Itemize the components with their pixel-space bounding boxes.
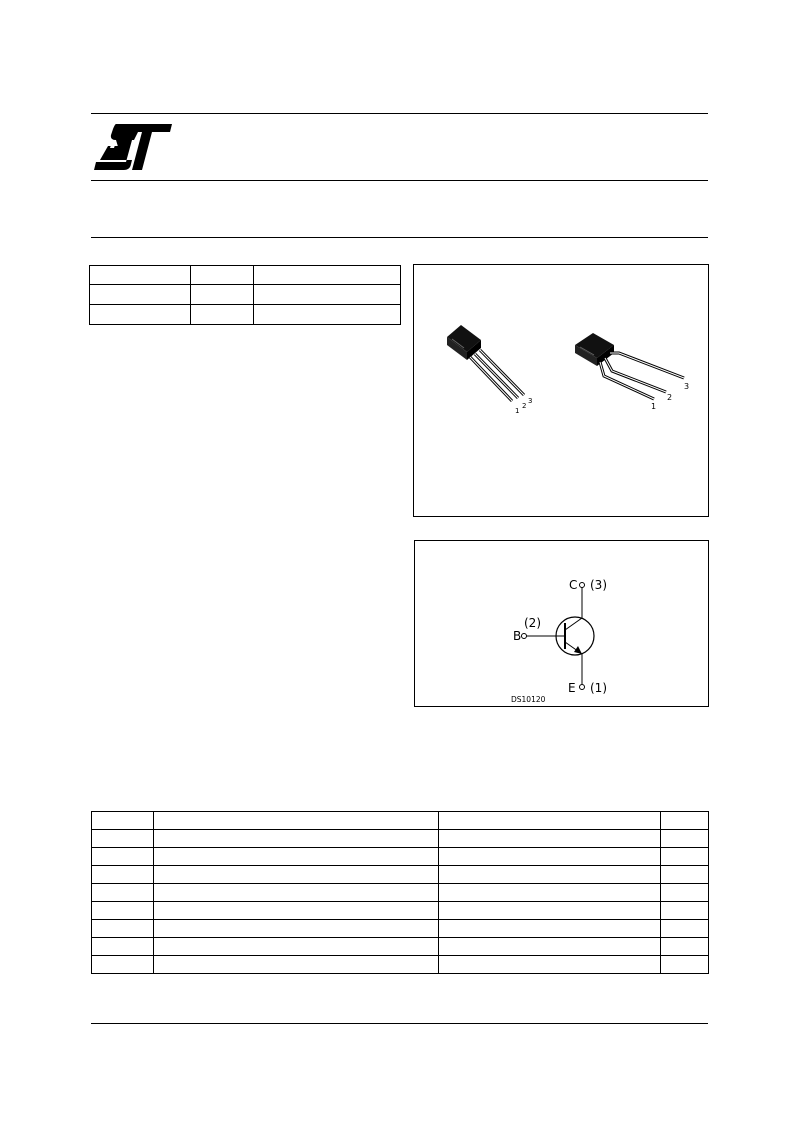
collector-pin-label: (3) bbox=[590, 578, 607, 592]
table-cell bbox=[92, 812, 154, 830]
header-top-rule bbox=[91, 113, 708, 114]
table-cell bbox=[254, 266, 401, 285]
header-bottom-rule bbox=[91, 180, 708, 181]
table-cell bbox=[92, 848, 154, 866]
table-cell bbox=[92, 884, 154, 902]
pin-label: 1 bbox=[515, 407, 520, 415]
to92-straight-leads-icon bbox=[447, 325, 524, 401]
table-cell bbox=[661, 812, 709, 830]
table-cell bbox=[661, 956, 709, 974]
ratings-table bbox=[91, 811, 709, 974]
collector-label: C bbox=[569, 578, 578, 592]
st-logo bbox=[94, 122, 176, 172]
table-cell bbox=[90, 285, 191, 305]
table-cell bbox=[439, 848, 661, 866]
table-cell bbox=[154, 884, 439, 902]
table-cell bbox=[439, 902, 661, 920]
to92-package-illustration bbox=[414, 265, 708, 516]
table-row bbox=[92, 812, 709, 830]
table-row bbox=[92, 848, 709, 866]
table-cell bbox=[154, 902, 439, 920]
to92-bent-leads-icon bbox=[575, 333, 684, 399]
ordering-table bbox=[89, 265, 401, 325]
table-cell bbox=[191, 305, 254, 325]
table-cell bbox=[191, 285, 254, 305]
table-cell bbox=[92, 830, 154, 848]
table-cell bbox=[439, 938, 661, 956]
table-row bbox=[92, 938, 709, 956]
table-cell bbox=[661, 848, 709, 866]
table-cell bbox=[154, 866, 439, 884]
base-pin-label: (2) bbox=[524, 616, 541, 630]
pin-label: 3 bbox=[684, 382, 690, 391]
table-cell bbox=[439, 866, 661, 884]
table-cell bbox=[154, 938, 439, 956]
package-figure bbox=[413, 264, 709, 517]
pin-label: 3 bbox=[528, 397, 533, 405]
pin-label: 2 bbox=[667, 393, 673, 402]
table-cell bbox=[92, 920, 154, 938]
table-cell bbox=[661, 938, 709, 956]
st-logo-icon bbox=[94, 122, 176, 172]
emitter-pin-label: (1) bbox=[590, 681, 607, 695]
table-cell bbox=[439, 920, 661, 938]
title-bottom-rule bbox=[91, 237, 708, 238]
table-row bbox=[92, 866, 709, 884]
table-cell bbox=[92, 956, 154, 974]
table-row bbox=[90, 266, 401, 285]
table-row bbox=[92, 920, 709, 938]
table-cell bbox=[254, 305, 401, 325]
table-row bbox=[92, 902, 709, 920]
table-cell bbox=[661, 902, 709, 920]
npn-transistor-symbol-icon bbox=[415, 541, 708, 706]
table-row bbox=[92, 830, 709, 848]
schematic-figure bbox=[414, 540, 709, 707]
table-cell bbox=[154, 956, 439, 974]
table-cell bbox=[92, 902, 154, 920]
table-cell bbox=[154, 920, 439, 938]
table-cell bbox=[154, 830, 439, 848]
pin-label: 1 bbox=[651, 402, 657, 411]
table-cell bbox=[661, 884, 709, 902]
table-row bbox=[92, 956, 709, 974]
base-label: B bbox=[513, 629, 522, 643]
table-cell bbox=[191, 266, 254, 285]
table-cell bbox=[154, 812, 439, 830]
table-cell bbox=[90, 305, 191, 325]
pin-label: 2 bbox=[522, 402, 527, 410]
table-cell bbox=[92, 866, 154, 884]
table-cell bbox=[92, 938, 154, 956]
table-cell bbox=[439, 956, 661, 974]
table-cell bbox=[661, 866, 709, 884]
table-row bbox=[90, 305, 401, 325]
table-cell bbox=[439, 884, 661, 902]
table-cell bbox=[90, 266, 191, 285]
table-cell bbox=[439, 812, 661, 830]
emitter-label: E bbox=[568, 681, 576, 695]
table-row bbox=[92, 884, 709, 902]
table-cell bbox=[154, 848, 439, 866]
table-cell bbox=[661, 830, 709, 848]
table-cell bbox=[439, 830, 661, 848]
figure-code: DS10120 bbox=[511, 695, 546, 704]
table-cell bbox=[661, 920, 709, 938]
footer-rule bbox=[91, 1023, 708, 1024]
table-row bbox=[90, 285, 401, 305]
table-cell bbox=[254, 285, 401, 305]
